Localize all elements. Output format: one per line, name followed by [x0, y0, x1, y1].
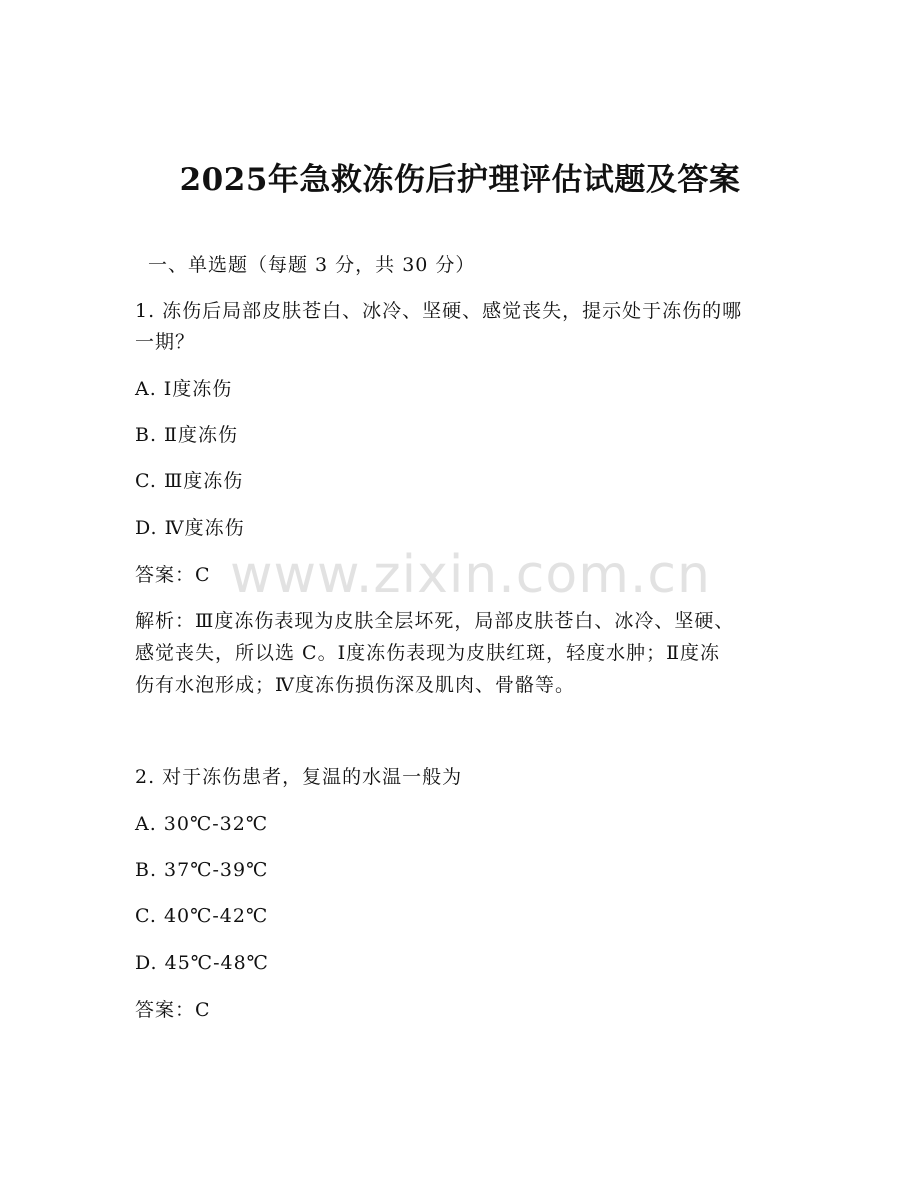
question-1-analysis-line-1: 解析：Ⅲ度冻伤表现为皮肤全层坏死，局部皮肤苍白、冰冷、坚硬、 — [135, 610, 735, 632]
question-1-analysis-line-2: 感觉丧失，所以选 C。Ⅰ度冻伤表现为皮肤红斑，轻度水肿；Ⅱ度冻 — [135, 642, 720, 664]
question-1-analysis-line-3: 伤有水泡形成；Ⅳ度冻伤损伤深及肌肉、骨骼等。 — [135, 674, 575, 696]
question-1-option-a: A. Ⅰ度冻伤 — [135, 378, 233, 400]
question-1-option-b: B. Ⅱ度冻伤 — [135, 424, 238, 446]
question-2-answer: 答案：C — [135, 999, 211, 1021]
question-2-option-b: B. 37℃-39℃ — [135, 859, 269, 881]
question-1-option-c: C. Ⅲ度冻伤 — [135, 470, 244, 492]
page-title: 2025年急救冻伤后护理评估试题及答案 — [179, 162, 741, 198]
question-1-stem-line-1: 1. 冻伤后局部皮肤苍白、冰冷、坚硬、感觉丧失，提示处于冻伤的哪 — [135, 300, 743, 322]
question-2-option-d: D. 45℃-48℃ — [135, 952, 269, 974]
question-1-answer: 答案：C — [135, 564, 211, 586]
watermark: www.zixin.com.cn — [230, 545, 711, 605]
section-heading: 一、单选题（每题 3 分，共 30 分） — [148, 254, 476, 276]
question-2-option-a: A. 30℃-32℃ — [135, 813, 269, 835]
question-2-option-c: C. 40℃-42℃ — [135, 905, 269, 927]
question-1-stem-line-2: 一期？ — [135, 331, 196, 353]
question-2-stem: 2. 对于冻伤患者，复温的水温一般为 — [135, 766, 463, 788]
question-1-option-d: D. Ⅳ度冻伤 — [135, 517, 245, 539]
